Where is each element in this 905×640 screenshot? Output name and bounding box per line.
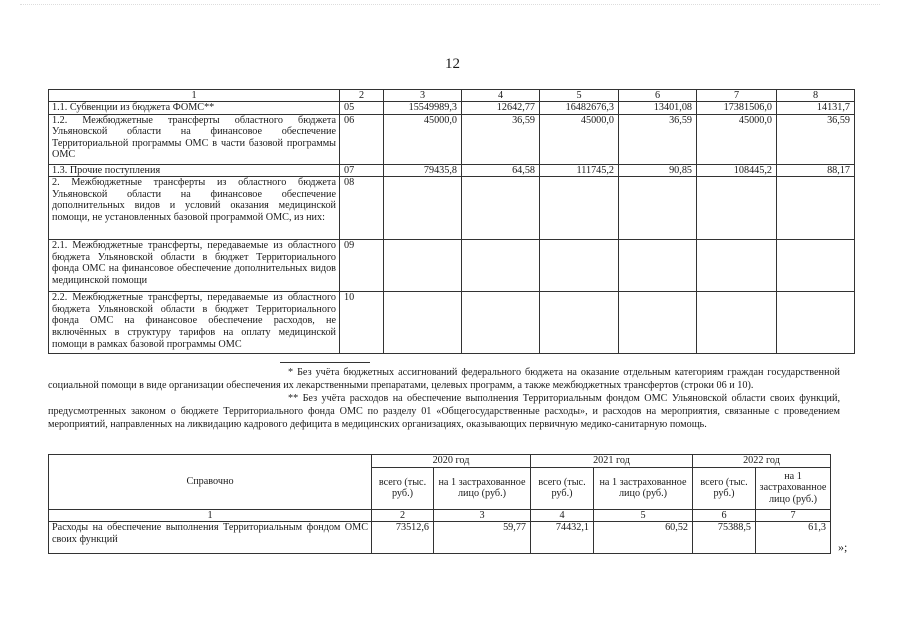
row-value (540, 240, 619, 292)
row-name: 2.1. Межбюджетные трансферты, передаваемые из областного бюджета Ульяновской области в бюджет Территориального фонда ОМС на финансовое обеспечение дополнительных видов медицинской помощи (49, 240, 340, 292)
closing-quote-mark: »; (838, 540, 848, 554)
reference-header-label: Справочно (49, 455, 372, 510)
reference-value: 61,3 (756, 522, 831, 554)
row-value: 36,59 (462, 114, 540, 164)
row-value (777, 292, 855, 354)
row-code: 08 (340, 177, 384, 240)
reference-value: 60,52 (594, 522, 693, 554)
budget-table-row (49, 240, 855, 292)
row-value (540, 292, 619, 354)
row-value (777, 177, 855, 240)
row-value: 64,58 (462, 164, 540, 177)
column-number: 5 (540, 90, 619, 102)
footnote-separator (280, 362, 370, 363)
page-number: 12 (445, 56, 460, 72)
row-value (462, 177, 540, 240)
row-value: 45000,0 (697, 114, 777, 164)
reference-year-row (49, 455, 831, 468)
subheader-per-person: на 1 застрахованное лицо (руб.) (756, 467, 831, 509)
row-value (697, 240, 777, 292)
column-number: 6 (619, 90, 697, 102)
row-name: 2.2. Межбюджетные трансферты, передаваемые из областного бюджета Ульяновской области в бюджет Территориального фонда ОМС на финансовое обеспечение расходов, не включённых в структуру тарифов на оплату медицинской помощи в рамках базовой программы ОМС (49, 292, 340, 354)
column-number: 3 (384, 90, 462, 102)
row-value: 16482676,3 (540, 102, 619, 115)
row-value (384, 292, 462, 354)
subheader-total: всего (тыс. руб.) (531, 467, 594, 509)
column-number: 1 (49, 90, 340, 102)
column-number: 4 (462, 90, 540, 102)
reference-row-label: Расходы на обеспечение выполнения Территориальным фондом ОМС своих функций (49, 522, 372, 554)
row-code: 10 (340, 292, 384, 354)
row-value: 111745,2 (540, 164, 619, 177)
row-value: 88,17 (777, 164, 855, 177)
row-value (777, 240, 855, 292)
row-code: 07 (340, 164, 384, 177)
row-value (384, 240, 462, 292)
column-number: 3 (434, 509, 531, 522)
row-value: 36,59 (777, 114, 855, 164)
footnote-1-text: * Без учёта бюджетных ассигнований федерального бюджета на оказание отдельным категориям граждан государственной социальной помощи в виде организации обеспечения их лекарственными препаратами, целевых программ, а также межбюджетных трансфертов (строки 06 и 10). (48, 367, 840, 391)
row-value: 108445,2 (697, 164, 777, 177)
column-number: 4 (531, 509, 594, 522)
column-number: 7 (697, 90, 777, 102)
column-number: 8 (777, 90, 855, 102)
row-value (462, 292, 540, 354)
row-value: 13401,08 (619, 102, 697, 115)
row-value (697, 292, 777, 354)
scan-artifact-line (20, 4, 880, 13)
row-name: 2. Межбюджетные трансферты из областного бюджета Ульяновской области на финансовое обеспечение дополнительных видов и условий оказания медицинской помощи, не установленных базовой программой ОМС, из них: (49, 177, 340, 240)
subheader-per-person: на 1 застрахованное лицо (руб.) (434, 467, 531, 509)
row-value: 90,85 (619, 164, 697, 177)
column-number: 2 (372, 509, 434, 522)
reference-column-number-row (49, 509, 831, 522)
row-value (384, 177, 462, 240)
reference-table (48, 454, 831, 554)
budget-table-row (49, 164, 855, 177)
column-number: 1 (49, 509, 372, 522)
row-value (697, 177, 777, 240)
row-value (619, 177, 697, 240)
row-value (540, 177, 619, 240)
reference-value: 75388,5 (693, 522, 756, 554)
subheader-per-person: на 1 застрахованное лицо (руб.) (594, 467, 693, 509)
budget-table-row (49, 292, 855, 354)
row-value: 17381506,0 (697, 102, 777, 115)
row-name: 1.2. Межбюджетные трансферты областного бюджета Ульяновской области на финансовое обеспечение Территориальной программы ОМС в части базовой программы ОМС (49, 114, 340, 164)
row-code: 06 (340, 114, 384, 164)
footnote-1 (48, 366, 840, 392)
reference-value: 74432,1 (531, 522, 594, 554)
row-value: 14131,7 (777, 102, 855, 115)
row-value: 15549989,3 (384, 102, 462, 115)
reference-value: 59,77 (434, 522, 531, 554)
budget-table (48, 89, 855, 354)
row-value: 45000,0 (384, 114, 462, 164)
budget-table-row (49, 114, 855, 164)
budget-table-row (49, 102, 855, 115)
budget-table-body (49, 90, 855, 354)
row-code: 09 (340, 240, 384, 292)
column-number: 6 (693, 509, 756, 522)
row-name: 1.1. Субвенции из бюджета ФОМС** (49, 102, 340, 115)
column-number-row (49, 90, 855, 102)
column-number: 7 (756, 509, 831, 522)
column-number: 5 (594, 509, 693, 522)
row-value (462, 240, 540, 292)
footnote-2 (48, 392, 840, 431)
row-value (619, 292, 697, 354)
reference-value: 73512,6 (372, 522, 434, 554)
row-value: 45000,0 (540, 114, 619, 164)
column-number: 2 (340, 90, 384, 102)
year-2022-header: 2022 год (693, 455, 831, 468)
budget-table-row (49, 177, 855, 240)
row-value (619, 240, 697, 292)
row-value: 79435,8 (384, 164, 462, 177)
row-value: 12642,77 (462, 102, 540, 115)
reference-data-row (49, 522, 831, 554)
row-name: 1.3. Прочие поступления (49, 164, 340, 177)
year-2020-header: 2020 год (372, 455, 531, 468)
row-code: 05 (340, 102, 384, 115)
footnote-2-text: ** Без учёта расходов на обеспечение выполнения Территориальным фондом ОМС Ульяновской области своих функций, предусмотренных законом о бюджете Территориального фонда ОМС по разделу 01 «Общегосударственные расходы», и расходов на мероприятия, связанные с проведением мероприятий, направленных на ликвидацию кадрового дефицита в медицинских организациях, оказывающих первичную медико-санитарную помощь. (48, 393, 840, 430)
year-2021-header: 2021 год (531, 455, 693, 468)
row-value: 36,59 (619, 114, 697, 164)
subheader-total: всего (тыс. руб.) (693, 467, 756, 509)
subheader-total: всего (тыс. руб.) (372, 467, 434, 509)
